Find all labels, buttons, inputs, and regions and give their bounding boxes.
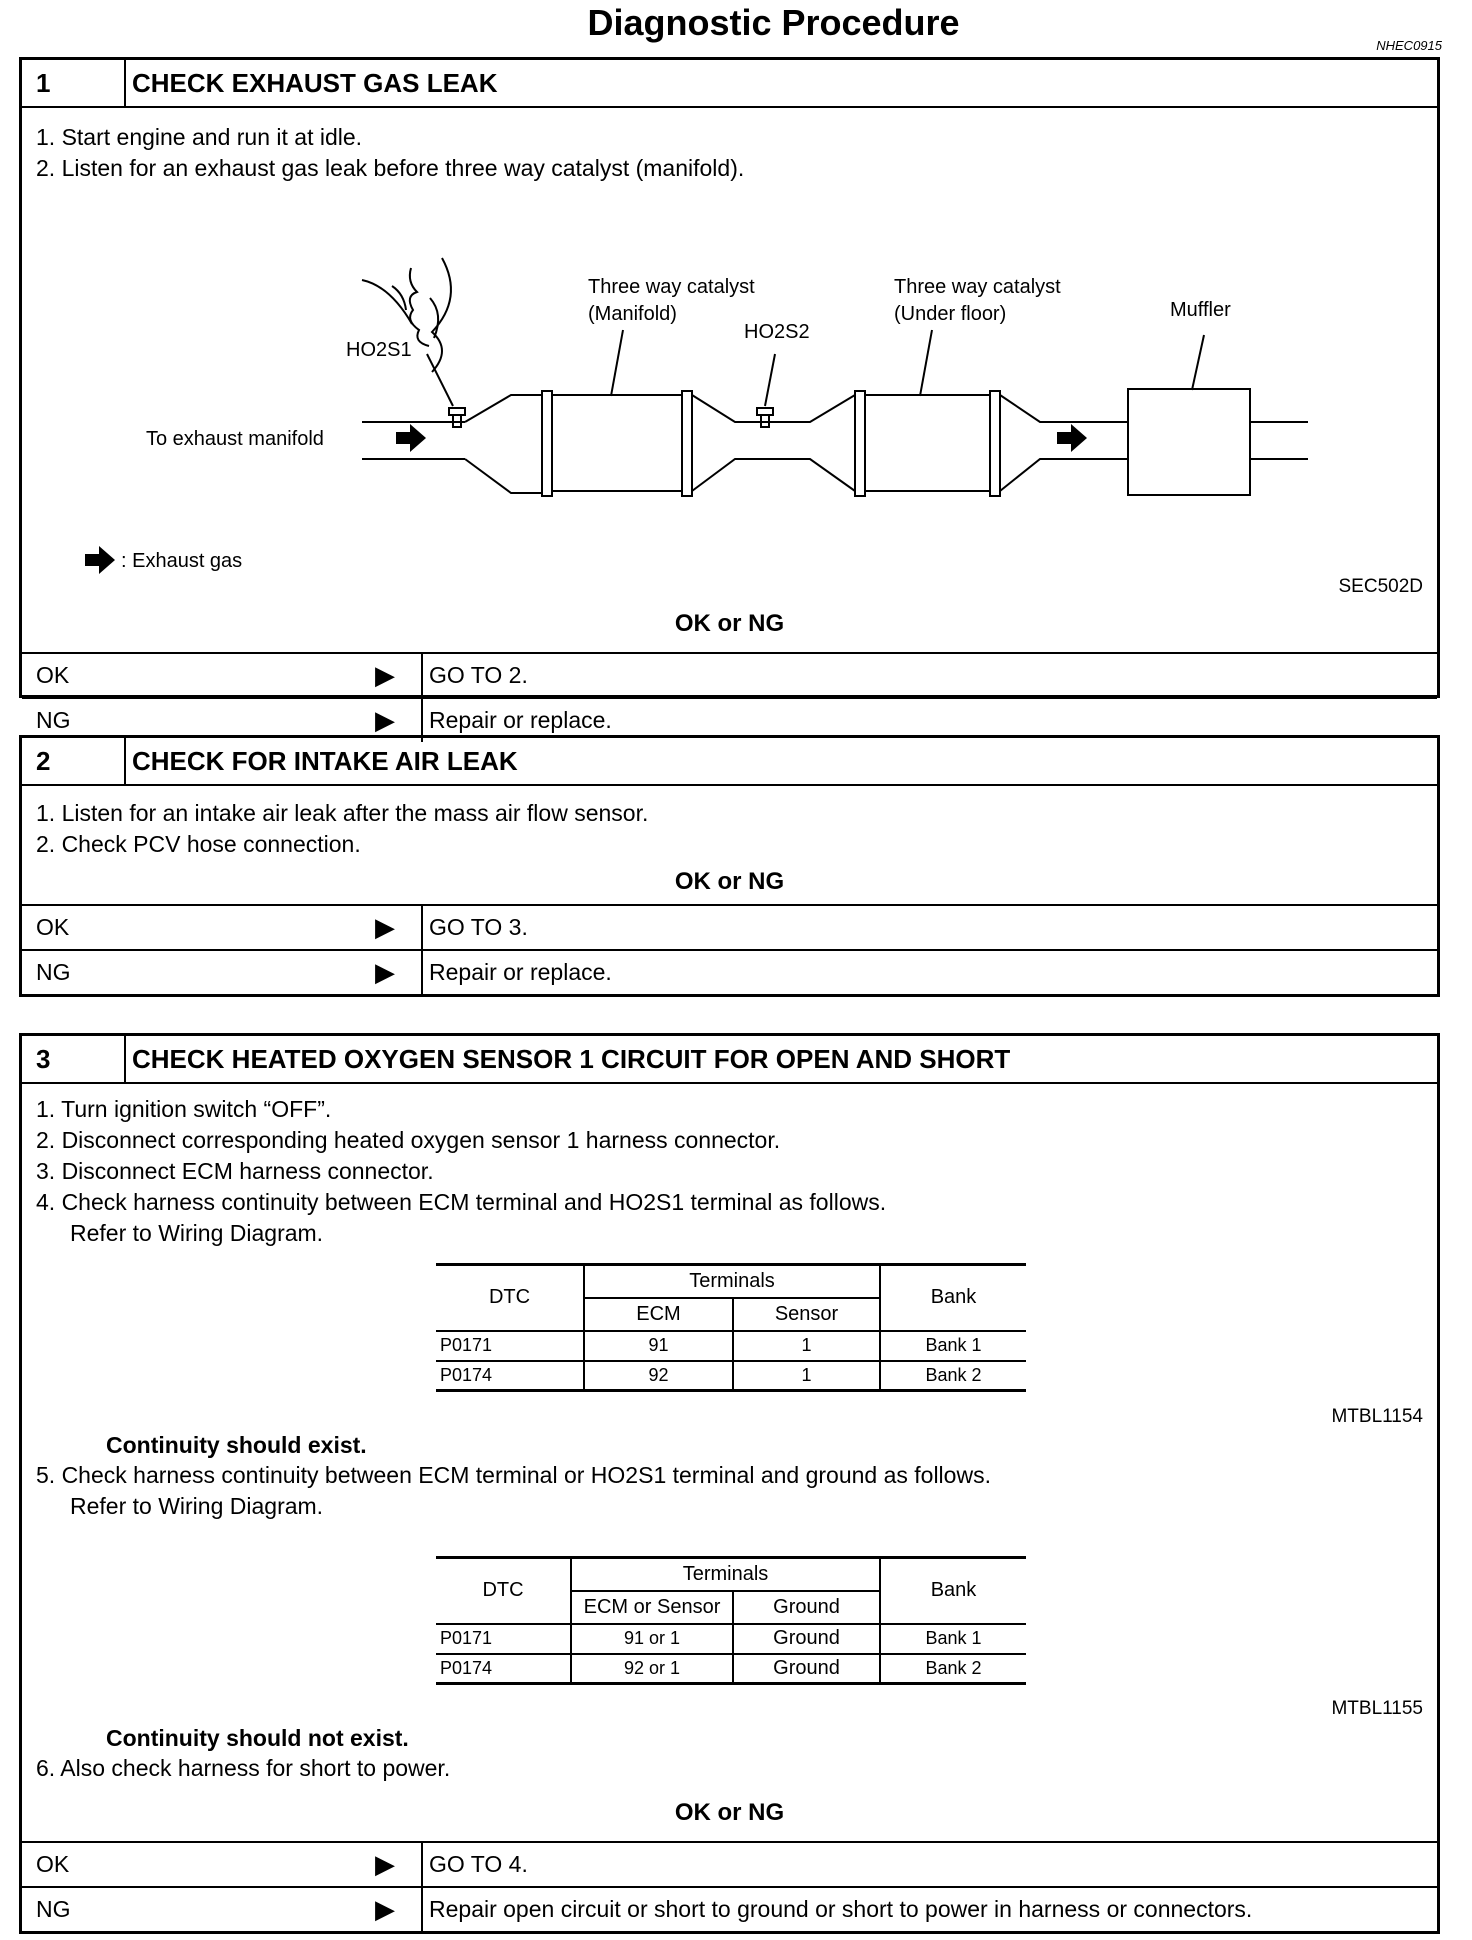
step-3 (19, 1033, 1440, 1934)
step-title: CHECK HEATED OXYGEN SENSOR 1 CIRCUIT FOR OPEN AND SHORT (132, 1044, 1011, 1074)
result-key: NG (36, 1896, 71, 1922)
result-row-ok (22, 904, 1437, 949)
step-number: 2 (22, 738, 126, 784)
instruction-line: 4. Check harness continuity between ECM terminal and HO2S1 terminal as follows. (36, 1189, 887, 1215)
col-header-ground: Ground (773, 1595, 840, 1618)
table-cell: Ground (773, 1627, 840, 1649)
instruction-line: 1. Turn ignition switch “OFF”. (36, 1096, 332, 1122)
table-cell: 92 or 1 (571, 1654, 733, 1684)
step-body (22, 786, 1437, 904)
label-twc-manifold: Three way catalyst (588, 276, 755, 298)
instruction-line: 2. Disconnect corresponding heated oxygen sensor 1 harness connector. (36, 1127, 781, 1153)
legend-arrow-icon (85, 546, 115, 574)
ok-or-ng-label: OK or NG (674, 610, 785, 637)
table-cell: 1 (801, 1364, 812, 1385)
table-cell: Bank 1 (880, 1624, 1026, 1654)
instruction-line: 2. Check PCV hose connection. (36, 831, 361, 857)
result-action: Repair or replace. (429, 959, 612, 985)
smoke-icon (410, 268, 429, 346)
table-cell: 1 (801, 1335, 812, 1355)
result-row-ok (22, 1841, 1437, 1886)
table-row (436, 1624, 1026, 1654)
table-cell: P0171 (436, 1624, 571, 1654)
figure-ref: SEC502D (1338, 576, 1423, 597)
exhaust-flow-arrow (396, 424, 426, 452)
col-header-sensor: Sensor (774, 1302, 839, 1325)
col-header-bank: Bank (880, 1265, 1026, 1331)
result-row-ng (22, 949, 1437, 994)
document-code: NHEC0915 (1376, 38, 1442, 53)
step-title: CHECK EXHAUST GAS LEAK (132, 68, 498, 98)
ok-or-ng-label: OK or NG (674, 868, 785, 895)
label-ho2s2: HO2S2 (744, 321, 810, 343)
result-row-ng (22, 1886, 1437, 1931)
page-title: Diagnostic Procedure (587, 2, 960, 43)
play-arrow-icon: ▶ (375, 1894, 395, 1924)
step-header (22, 738, 1437, 786)
col-header-dtc: DTC (436, 1558, 571, 1624)
label-twc-underfloor-sub: (Under floor) (894, 303, 1007, 325)
continuity-table-1 (436, 1263, 1026, 1392)
table-cell: Bank 1 (880, 1331, 1026, 1361)
result-key: OK (36, 662, 70, 688)
instruction-line: 2. Listen for an exhaust gas leak before three way catalyst (manifold). (36, 155, 745, 181)
exhaust-flow-arrow (1057, 424, 1087, 452)
play-arrow-icon: ▶ (375, 705, 395, 735)
table-cell: 91 (584, 1331, 733, 1361)
ok-or-ng-label: OK or NG (674, 1799, 785, 1826)
play-arrow-icon: ▶ (375, 1849, 395, 1879)
play-arrow-icon: ▶ (375, 912, 395, 942)
instruction-line: 1. Listen for an intake air leak after the mass air flow sensor. (36, 800, 649, 826)
table-cell: 91 or 1 (571, 1624, 733, 1654)
result-action: GO TO 2. (429, 662, 528, 688)
table-cell: P0174 (436, 1361, 584, 1391)
result-key: NG (36, 959, 71, 985)
col-header-ecm-or-sensor: ECM or Sensor (571, 1591, 733, 1624)
table-row (436, 1331, 1026, 1361)
col-header-bank: Bank (880, 1558, 1026, 1624)
result-action: Repair open circuit or short to ground or short to power in harness or connectors. (429, 1896, 1253, 1922)
exhaust-system-diagram (22, 108, 1437, 605)
table-ref: MTBL1154 (1331, 1406, 1423, 1427)
table-cell: P0174 (436, 1654, 571, 1684)
legend-exhaust-gas: : Exhaust gas (121, 550, 243, 572)
result-action: Repair or replace. (429, 707, 612, 733)
table-cell: P0171 (436, 1331, 584, 1361)
table-cell: 92 (584, 1361, 733, 1391)
table-ref: MTBL1155 (1331, 1698, 1423, 1719)
instruction-line: 3. Disconnect ECM harness connector. (36, 1158, 434, 1184)
label-to-exhaust-manifold: To exhaust manifold (146, 428, 324, 450)
result-action: GO TO 4. (429, 1851, 528, 1877)
step-header (22, 1036, 1437, 1084)
step-number: 1 (22, 60, 126, 106)
table-row (436, 1361, 1026, 1391)
step-body (22, 108, 1437, 605)
col-header-terminals: Terminals (584, 1265, 880, 1298)
step-header (22, 60, 1437, 108)
play-arrow-icon: ▶ (375, 957, 395, 987)
step-number: 3 (22, 1036, 126, 1082)
step-title: CHECK FOR INTAKE AIR LEAK (132, 746, 518, 776)
step-body (22, 1084, 1437, 1841)
label-twc-manifold-sub: (Manifold) (588, 303, 677, 325)
instruction-line: Refer to Wiring Diagram. (70, 1493, 324, 1519)
instruction-line: Refer to Wiring Diagram. (70, 1220, 324, 1246)
col-header-ecm: ECM (584, 1298, 733, 1331)
result-action: GO TO 3. (429, 914, 528, 940)
step-1 (19, 57, 1440, 735)
result-key: OK (36, 1851, 70, 1877)
continuity-note: Continuity should exist. (106, 1432, 367, 1458)
continuity-note: Continuity should not exist. (106, 1725, 409, 1751)
label-muffler: Muffler (1170, 299, 1231, 321)
result-key: NG (36, 707, 71, 733)
label-twc-underfloor: Three way catalyst (894, 276, 1061, 298)
table-cell: Ground (773, 1656, 840, 1679)
table-row (436, 1654, 1026, 1684)
label-ho2s1: HO2S1 (346, 339, 412, 361)
play-arrow-icon: ▶ (375, 660, 395, 690)
step-2 (19, 735, 1440, 997)
instruction-line: 1. Start engine and run it at idle. (36, 124, 363, 150)
table-cell: Bank 2 (880, 1361, 1026, 1391)
table-cell: Bank 2 (880, 1654, 1026, 1684)
result-key: OK (36, 914, 70, 940)
instruction-line: 6. Also check harness for short to power. (36, 1755, 451, 1781)
col-header-dtc: DTC (436, 1265, 584, 1331)
continuity-table-2 (436, 1556, 1026, 1685)
result-row-ok (22, 652, 1437, 697)
col-header-terminals: Terminals (571, 1558, 880, 1591)
instruction-line: 5. Check harness continuity between ECM terminal or HO2S1 terminal and ground as follows. (36, 1462, 991, 1488)
